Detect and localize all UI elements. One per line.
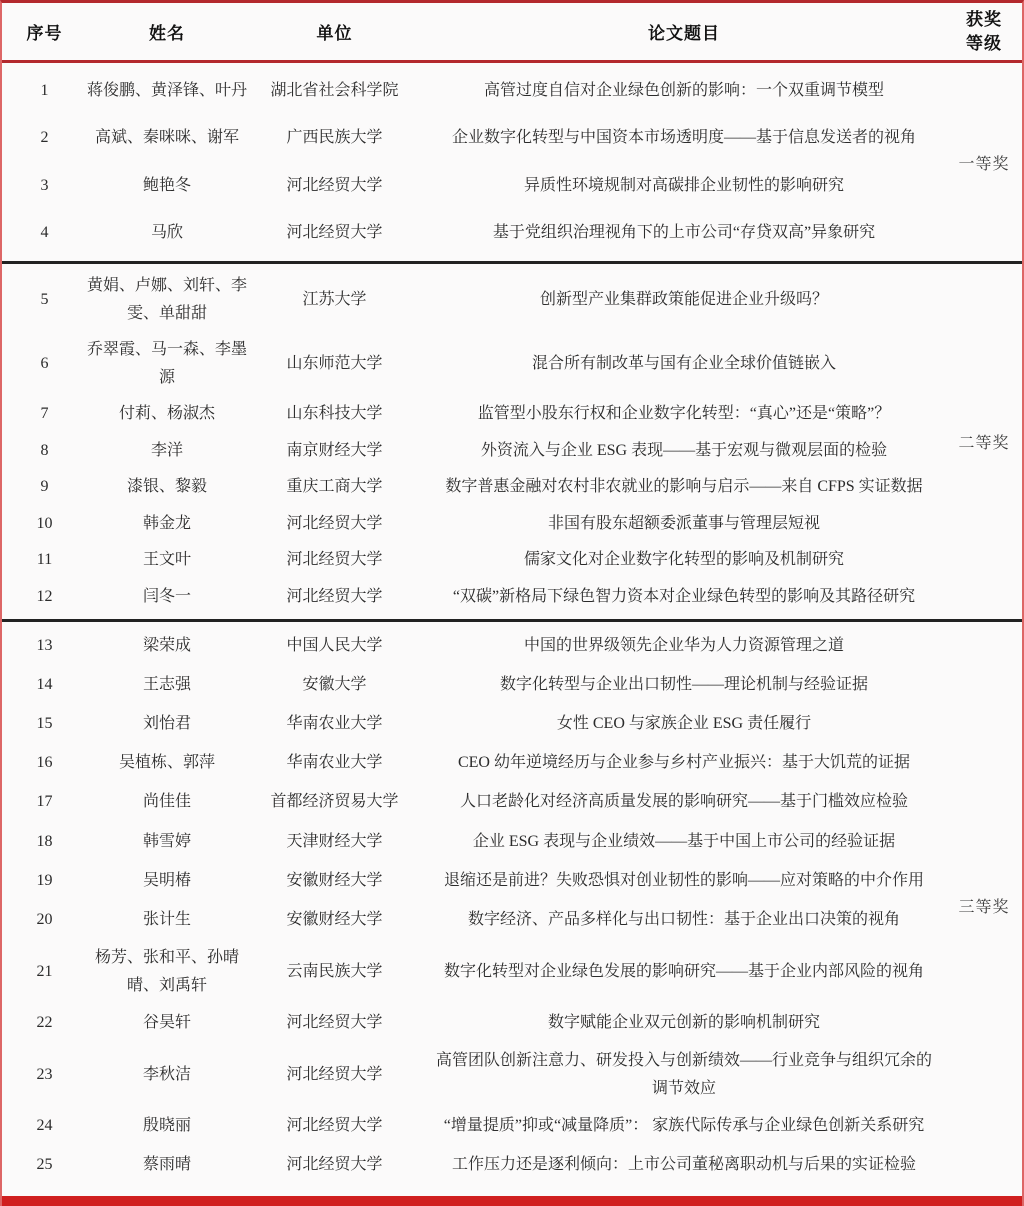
header-unit: 单位	[316, 24, 353, 43]
paper-title-cell: 创新型产业集群政策能促进企业升级吗？	[539, 291, 828, 308]
institution-cell: 广西民族大学	[286, 129, 383, 147]
paper-title-cell: 中国的世界级领先企业华为人力资源管理之道	[523, 636, 844, 654]
paper-title-cell: 数字经济、产品多样化与出口韧性：基于企业出口决策的视角	[467, 910, 900, 928]
author-names-cell: 漆银、黎毅	[126, 478, 207, 496]
group-rows	[2, 622, 946, 1189]
institution-cell: 华南农业大学	[286, 714, 383, 732]
table-row	[2, 210, 946, 258]
institution-cell: 河北经贸大学	[286, 1014, 383, 1032]
author-names-cell: 李秋洁	[142, 1065, 191, 1083]
institution-cell: 湖北省社会科学院	[270, 81, 399, 99]
author-names-cell: 杨芳、张和平、孙晴晴、刘禹轩	[94, 948, 239, 994]
table-row	[2, 115, 946, 163]
table-row	[2, 506, 946, 543]
award-group	[2, 261, 1022, 619]
table-row	[2, 67, 946, 115]
award-level-label: 二等奖	[958, 435, 1010, 452]
table-row	[2, 542, 946, 579]
institution-cell: 河北经贸大学	[286, 514, 383, 532]
paper-title-cell: 异质性环境规制对高碳排企业韧性的影响研究	[523, 176, 844, 194]
table-row	[2, 704, 946, 743]
row-number-cell: 15	[36, 714, 53, 732]
table-row	[2, 861, 946, 900]
paper-title-cell: 基于党组织治理视角下的上市公司“存贷双高”异象研究	[492, 224, 876, 242]
author-names-cell: 马欣	[150, 224, 183, 242]
table-header-row	[2, 3, 1022, 63]
author-names-cell: 王文叶	[142, 551, 191, 569]
author-names-cell: 王志强	[142, 675, 191, 693]
header-no: 序号	[26, 24, 63, 43]
header-title: 论文题目	[648, 24, 720, 43]
award-group	[2, 63, 1022, 261]
table-row	[2, 469, 946, 506]
row-number-cell: 5	[40, 291, 49, 308]
row-number-cell: 20	[36, 910, 53, 928]
table-row	[2, 822, 946, 861]
paper-title-cell: 人口老龄化对经济高质量发展的影响研究——基于门槛效应检验	[459, 793, 908, 811]
institution-cell: 南京财经大学	[286, 441, 383, 459]
paper-title-cell: 企业数字化转型与中国资本市场透明度——基于信息发送者的视角	[451, 129, 916, 147]
paper-title-cell: 数字普惠金融对农村非农就业的影响与启示——来自 CFPS 实证数据	[445, 478, 923, 496]
award-level-label: 三等奖	[958, 899, 1010, 916]
institution-cell: 安徽大学	[302, 675, 367, 693]
row-number-cell: 24	[36, 1117, 53, 1135]
group-rows	[2, 63, 946, 261]
author-names-cell: 梁荣成	[142, 636, 191, 654]
author-names-cell: 殷晓丽	[142, 1117, 191, 1135]
row-number-cell: 6	[40, 355, 49, 372]
header-award-level	[946, 8, 1022, 56]
paper-title-cell: 外资流入与企业 ESG 表现——基于宏观与微观层面的检验	[480, 441, 888, 459]
paper-title-cell: 非国有股东超额委派董事与管理层短视	[547, 514, 820, 532]
row-number-cell: 2	[40, 129, 49, 147]
paper-title-cell: 数字赋能企业双元创新的影响机制研究	[547, 1014, 820, 1032]
institution-cell: 河北经贸大学	[286, 587, 383, 605]
author-names-cell: 李洋	[150, 441, 183, 459]
institution-cell: 天津财经大学	[286, 832, 383, 850]
institution-cell: 江苏大学	[302, 291, 367, 308]
author-names-cell: 尚佳佳	[142, 793, 191, 811]
table-row	[2, 579, 946, 616]
table-row	[2, 1004, 946, 1043]
row-number-cell: 11	[36, 551, 53, 569]
institution-cell: 华南农业大学	[286, 754, 383, 772]
institution-cell: 河北经贸大学	[286, 1117, 383, 1135]
table-row	[2, 1146, 946, 1185]
paper-title-cell: CEO 幼年逆境经历与企业参与乡村产业振兴：基于大饥荒的证据	[457, 754, 910, 772]
paper-title-cell: 监管型小股东行权和企业数字化转型：“真心”还是“策略”？	[477, 405, 891, 423]
row-number-cell: 7	[40, 405, 49, 423]
paper-title-cell: 企业 ESG 表现与企业绩效——基于中国上市公司的经验证据	[472, 832, 896, 850]
institution-cell: 河北经贸大学	[286, 551, 383, 569]
table-row	[2, 626, 946, 665]
author-names-cell: 付莉、杨淑杰	[118, 405, 215, 423]
institution-cell: 河北经贸大学	[286, 1156, 383, 1174]
paper-title-cell: “增量提质”抑或“减量降质”： 家族代际传承与企业绿色创新关系研究	[443, 1117, 925, 1135]
author-names-cell: 谷昊轩	[142, 1014, 191, 1032]
table-body	[2, 63, 1022, 1196]
author-names-cell: 韩金龙	[142, 514, 191, 532]
author-names-cell: 乔翠霞、马一森、李墨源	[87, 341, 248, 386]
row-number-cell: 9	[40, 478, 49, 496]
paper-title-cell: 女性 CEO 与家族企业 ESG 责任履行	[556, 714, 812, 732]
author-names-cell: 张计生	[142, 910, 191, 928]
institution-cell: 河北经贸大学	[286, 176, 383, 194]
header-award-line2: 等级	[966, 33, 1002, 53]
author-names-cell: 吴植栋、郭萍	[118, 754, 215, 772]
paper-title-cell: 高管过度自信对企业绿色创新的影响：一个双重调节模型	[483, 81, 884, 99]
paper-title-cell: 数字化转型对企业绿色发展的影响研究——基于企业内部风险的视角	[443, 962, 924, 980]
row-number-cell: 8	[40, 441, 49, 459]
header-award-line1: 获奖	[966, 9, 1002, 29]
table-row	[2, 332, 946, 396]
author-names-cell: 刘怡君	[142, 714, 191, 732]
table-row	[2, 268, 946, 332]
award-group	[2, 619, 1022, 1189]
row-number-cell: 22	[36, 1014, 53, 1032]
row-number-cell: 21	[36, 962, 53, 980]
author-names-cell: 蒋俊鹏、黄泽锋、叶丹	[87, 81, 248, 99]
row-number-cell: 10	[36, 514, 53, 532]
paper-title-cell: “双碳”新格局下绿色智力资本对企业绿色转型的影响及其路径研究	[452, 587, 916, 605]
table-row	[2, 665, 946, 704]
author-names-cell: 高斌、秦咪咪、谢军	[94, 129, 239, 147]
award-level-label: 一等奖	[958, 155, 1010, 173]
author-names-cell: 鲍艳冬	[142, 176, 191, 194]
author-names-cell: 蔡雨晴	[142, 1156, 191, 1174]
paper-title-cell: 高管团队创新注意力、研发投入与创新绩效——行业竞争与组织冗余的调节效应	[436, 1051, 933, 1097]
author-names-cell: 黄娟、卢娜、刘轩、李雯、单甜甜	[87, 277, 248, 322]
institution-cell: 首都经济贸易大学	[270, 793, 399, 811]
institution-cell: 山东科技大学	[286, 405, 383, 423]
row-number-cell: 1	[40, 81, 49, 99]
row-number-cell: 4	[40, 224, 49, 242]
institution-cell: 安徽财经大学	[286, 871, 383, 889]
bottom-red-bar	[2, 1196, 1022, 1206]
row-number-cell: 25	[36, 1156, 53, 1174]
institution-cell: 河北经贸大学	[286, 224, 383, 242]
table-row	[2, 1107, 946, 1146]
institution-cell: 安徽财经大学	[286, 910, 383, 928]
header-name: 姓名	[149, 24, 185, 43]
row-number-cell: 19	[36, 871, 53, 889]
author-names-cell: 韩雪婷	[142, 832, 191, 850]
table-row	[2, 940, 946, 1004]
paper-title-cell: 退缩还是前进？失败恐惧对创业韧性的影响——应对策略的中介作用	[443, 871, 924, 889]
table-row	[2, 900, 946, 939]
row-number-cell: 3	[40, 176, 49, 194]
author-names-cell: 闫冬一	[142, 587, 191, 605]
paper-title-cell: 混合所有制改革与国有企业全球价值链嵌入	[531, 355, 836, 372]
institution-cell: 中国人民大学	[286, 636, 383, 654]
row-number-cell: 13	[36, 636, 53, 654]
row-number-cell: 23	[36, 1065, 53, 1083]
row-number-cell: 17	[36, 793, 53, 811]
row-number-cell: 18	[36, 832, 53, 850]
row-number-cell: 14	[36, 675, 53, 693]
paper-title-cell: 工作压力还是逐利倾向：上市公司董秘离职动机与后果的实证检验	[451, 1156, 916, 1174]
table-row	[2, 783, 946, 822]
paper-title-cell: 数字化转型与企业出口韧性——理论机制与经验证据	[499, 675, 868, 693]
table-row	[2, 396, 946, 433]
table-row	[2, 744, 946, 783]
institution-cell: 山东师范大学	[286, 355, 383, 372]
table-row	[2, 1043, 946, 1107]
group-rows	[2, 264, 946, 619]
row-number-cell: 16	[36, 754, 53, 772]
institution-cell: 云南民族大学	[286, 962, 383, 980]
institution-cell: 重庆工商大学	[286, 478, 383, 496]
paper-title-cell: 儒家文化对企业数字化转型的影响及机制研究	[523, 551, 844, 569]
author-names-cell: 吴明椿	[142, 871, 191, 889]
table-row	[2, 433, 946, 470]
table-row	[2, 162, 946, 210]
institution-cell: 河北经贸大学	[286, 1065, 383, 1083]
row-number-cell: 12	[36, 587, 53, 605]
